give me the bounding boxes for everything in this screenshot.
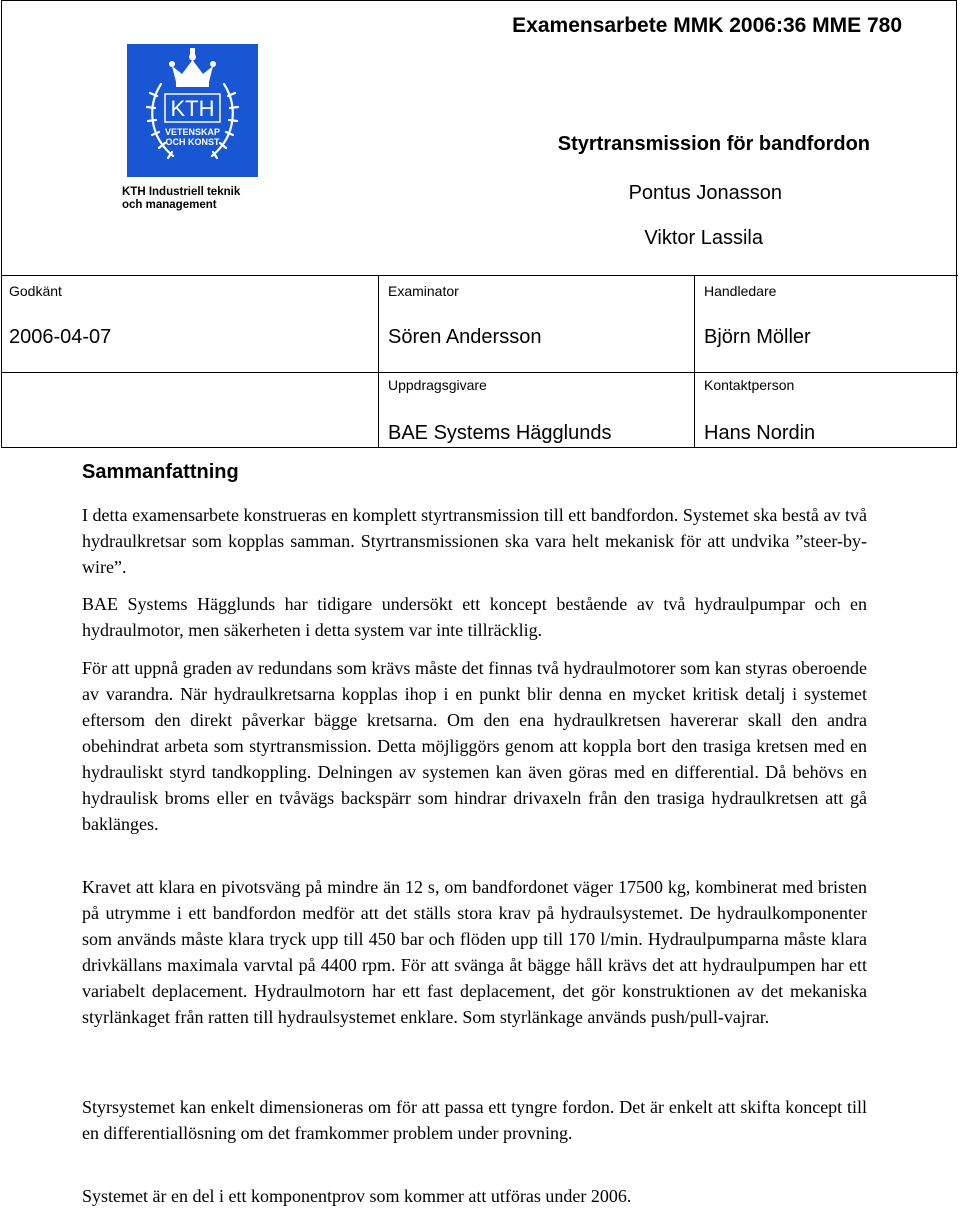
commissioner-value: BAE Systems Hägglunds (388, 422, 612, 444)
contact-value: Hans Nordin (704, 422, 816, 444)
report-id: Examensarbete MMK 2006:36 MME 780 (512, 14, 902, 37)
summary-paragraph-6: Systemet är en del i ett komponentprov som kommer att utföras under 2006. (82, 1186, 632, 1206)
logo-subtitle-line-1: KTH Industriell teknik (122, 186, 241, 198)
table-column-divider-2 (694, 275, 695, 448)
table-row-divider (1, 372, 958, 373)
summary-paragraph-4: Kravet att klara en pivotsväng på mindre än 12 s, om bandfordonet väger 17500 kg, kombinerat med bristen på utrymme i ett bandfordon medför att det ställs stora krav på hydraulsystemet. De hydraulkomponenter som används måste klara tryck upp till 450 bar och flöden upp till 170 l/min. Hydraulpumparna måste klara drivkällans maximala varvtal på 4400 rpm. För att svänga åt bägge håll krävs det att hydraulpumpen har ett variabelt deplacement. Hydraulmotorn har ett fast deplacement, det gör konstruktionen av det mekaniska styrlänkaget från ratten till hydraulsystemet enklare. Som styrlänkage används push/pull-vajrar. (82, 877, 867, 1027)
examiner-value: Sören Andersson (388, 326, 542, 348)
thesis-title: Styrtransmission för bandfordon (557, 133, 870, 155)
author-1: Pontus Jonasson (628, 182, 782, 204)
author-2: Viktor Lassila (644, 227, 763, 249)
logo-subtitle (122, 186, 272, 212)
approved-value: 2006-04-07 (9, 326, 112, 348)
summary-paragraph-5: Styrsystemet kan enkelt dimensioneras om för att passa ett tyngre fordon. Det är enkelt att skifta koncept till en differentiallösning om det framkommer problem under provning. (82, 1097, 867, 1143)
commissioner-label: Uppdragsgivare (388, 377, 487, 393)
svg-text:KTH: KTH (170, 96, 215, 121)
summary-paragraph-2: BAE Systems Hägglunds har tidigare undersökt ett koncept bestående av två hydraulpumpar och en hydraulmotor, men säkerheten i detta system var inte tillräcklig. (82, 594, 867, 640)
supervisor-label: Handledare (704, 283, 777, 299)
summary-heading: Sammanfattning (82, 461, 239, 483)
summary-paragraph-1: I detta examensarbete konstrueras en komplett styrtransmission till ett bandfordon. Systemet ska bestå av två hydraulkretsar som kopplas samman. Styrtransmissionen ska vara helt mekanisk för att undvika ”steer-by-wire”. (82, 505, 867, 577)
supervisor-value: Björn Möller (704, 326, 811, 348)
table-column-divider-1 (378, 275, 379, 448)
table-top-border (1, 275, 958, 276)
contact-label: Kontaktperson (704, 377, 795, 393)
examiner-label: Examinator (388, 283, 459, 299)
svg-text:VETENSKAP: VETENSKAP (164, 127, 221, 137)
kth-logo (127, 44, 258, 177)
kth-crest-icon (127, 44, 258, 177)
svg-text:OCH KONST: OCH KONST (165, 137, 220, 147)
logo-subtitle-line-2: och management (122, 199, 217, 211)
approved-label: Godkänt (9, 283, 62, 299)
summary-paragraph-3: För att uppnå graden av redundans som krävs måste det finnas två hydraulmotorer som kan styras oberoende av varandra. När hydraulkretsarna kopplas ihop i en punkt blir denna en mycket kritisk detalj i systemet eftersom den direkt påverkar bägge kretsarna. Om den ena hydraulkretsen havererar skall den andra obehindrat arbeta som styrtransmission. Detta möjliggörs genom att koppla bort den trasiga kretsen med en hydrauliskt styrd tandkoppling. Delningen av systemen kan även göras med en differential. Då behövs en hydraulisk broms eller en tvåvägs backspärr som hindrar drivaxeln från den trasiga hydraulkretsen att gå baklänges. (82, 658, 867, 834)
